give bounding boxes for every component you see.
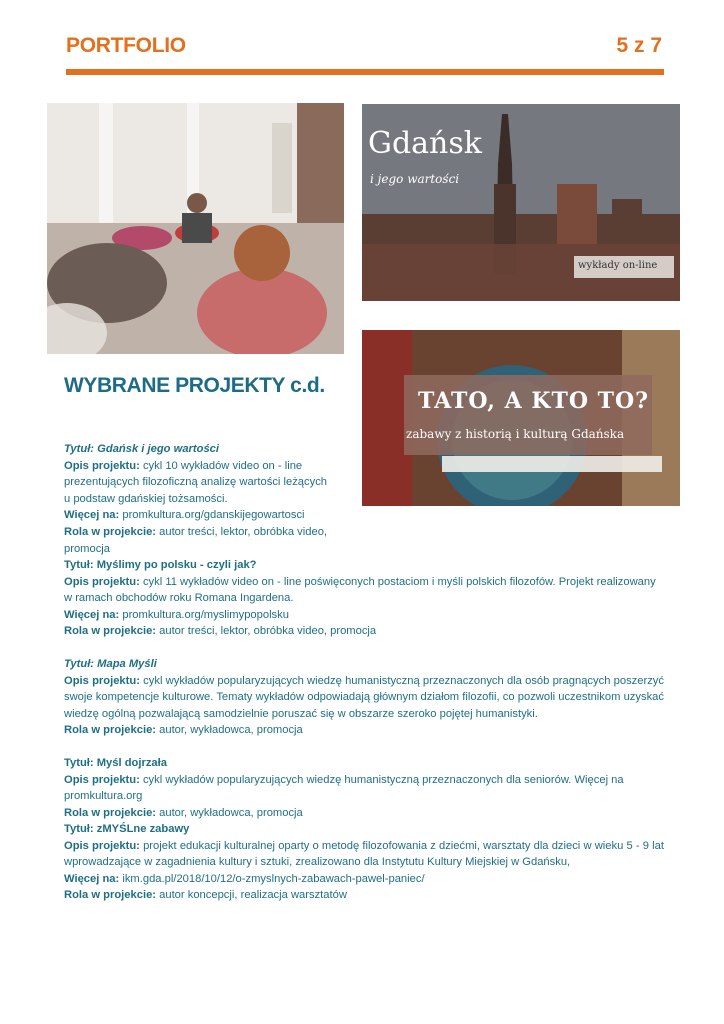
- project-role: autor treści, lektor, obróbka video, promocja: [159, 625, 377, 638]
- page-number: 5 z 7: [616, 34, 662, 57]
- project-desc-label: Opis projektu:: [64, 839, 140, 852]
- project-title: Gdańsk i jego wartości: [97, 443, 220, 455]
- project-role-label: Rola w projekcie:: [64, 806, 157, 819]
- project-mysl-dojrzala: [64, 755, 664, 821]
- project-title-label: Tytuł:: [64, 757, 94, 769]
- project-role-label: Rola w projekcie:: [64, 724, 157, 737]
- project-desc-line: prezentujących filozoficzną analizę wartości leżących: [64, 476, 328, 489]
- project-role: autor treści, lektor, obróbka video, promocja: [64, 525, 328, 555]
- project-role: autor, wykładowca, promocja: [159, 806, 303, 819]
- header-rule: [66, 69, 664, 75]
- project-more-label: Więcej na:: [64, 872, 120, 885]
- project-title: Myślimy po polsku - czyli jak?: [96, 559, 257, 571]
- project-title-label: Tytuł:: [64, 443, 95, 455]
- project-more-label: Więcej na:: [64, 608, 120, 621]
- project-gdansk: [64, 441, 364, 557]
- project-title: Myśl dojrzała: [96, 757, 167, 769]
- project-desc-label: Opis projektu:: [64, 575, 140, 588]
- project-more-link[interactable]: ikm.gda.pl/2018/10/12/o-zmyslnych-zabawach-pawel-paniec/: [122, 872, 425, 885]
- project-desc-label: Opis projektu:: [64, 459, 140, 472]
- tato-photo: [362, 330, 680, 506]
- project-desc: cykl wykładów popularyzujących wiedzę humanistyczną przeznaczonych dla osób pragnących poszerzyć swoje kompetencje kulturowe. Tematy wykładów odpowiadają głównym działom filozofii, co pozwoli uczestnikom uzyskać wiedzę ogólną pozwalającą samodzielnie poruszać się w obszarze szeroko pojętej humanistyki.: [64, 674, 664, 720]
- project-role-label: Rola w projekcie:: [64, 525, 157, 538]
- project-desc-label: Opis projektu:: [64, 773, 140, 786]
- project-more-link[interactable]: promkultura.org/gdanskijegowartosci: [122, 509, 305, 522]
- project-title-label: Tytuł:: [64, 559, 94, 571]
- project-desc-label: Opis projektu:: [64, 674, 140, 687]
- tato-logo-subtitle: zabawy z historią i kulturą Gdańska: [406, 427, 625, 441]
- workshop-photo-art: [47, 103, 344, 354]
- project-myslimy: [64, 557, 664, 640]
- gdansk-photo: [362, 104, 680, 301]
- workshop-photo: [47, 103, 344, 354]
- project-desc-line: u podstaw gdańskiej tożsamości.: [64, 492, 228, 505]
- gdansk-logo-subtitle: i jego wartości: [370, 172, 460, 186]
- section-title: WYBRANE PROJEKTY c.d.: [64, 374, 325, 397]
- project-title-label: Tytuł:: [64, 658, 95, 670]
- project-title-label: Tytuł:: [64, 823, 94, 835]
- project-more-label: Więcej na:: [64, 509, 120, 522]
- project-role: autor, wykładowca, promocja: [159, 724, 303, 737]
- project-desc: projekt edukacji kulturalnej oparty o metodę filozofowania z dziećmi, warsztaty dla dzieci w wieku 5 - 9 lat wprowadzające w zagadnienia kultury i sztuki, zrealizowano dla Instytutu Kultury Miejskiej w Gdańsku,: [64, 839, 664, 869]
- project-title: Mapa Myśli: [97, 658, 157, 670]
- project-desc: cykl wykładów popularyzujących wiedzę humanistyczną przeznaczonych dla seniorów. Więcej na promkultura.org: [64, 773, 624, 803]
- project-title: zMYŚLne zabawy: [96, 823, 190, 835]
- gdansk-logo-title: Gdańsk: [368, 126, 482, 161]
- project-role-label: Rola w projekcie:: [64, 625, 157, 638]
- project-more-link[interactable]: promkultura.org/myslimypopolsku: [122, 608, 289, 621]
- project-role-label: Rola w projekcie:: [64, 889, 157, 902]
- gdansk-badge: wykłady on-line: [578, 260, 658, 271]
- tato-logo-title: TATO, A KTO TO?: [418, 388, 650, 414]
- project-role: autor koncepcji, realizacja warsztatów: [159, 889, 347, 902]
- project-mapa-mysli: [64, 656, 664, 739]
- tato-photo-art: [362, 330, 680, 506]
- project-desc: cykl 11 wykładów video on - line poświęconych postaciom i myśli polskich filozofów. Projekt realizowany w ramach obchodów roku Romana Ingardena.: [64, 575, 656, 605]
- project-zmyslne-zabawy: [64, 821, 664, 904]
- project-desc-line: cykl 10 wykładów video on - line: [142, 459, 303, 472]
- header-title: PORTFOLIO: [66, 34, 186, 57]
